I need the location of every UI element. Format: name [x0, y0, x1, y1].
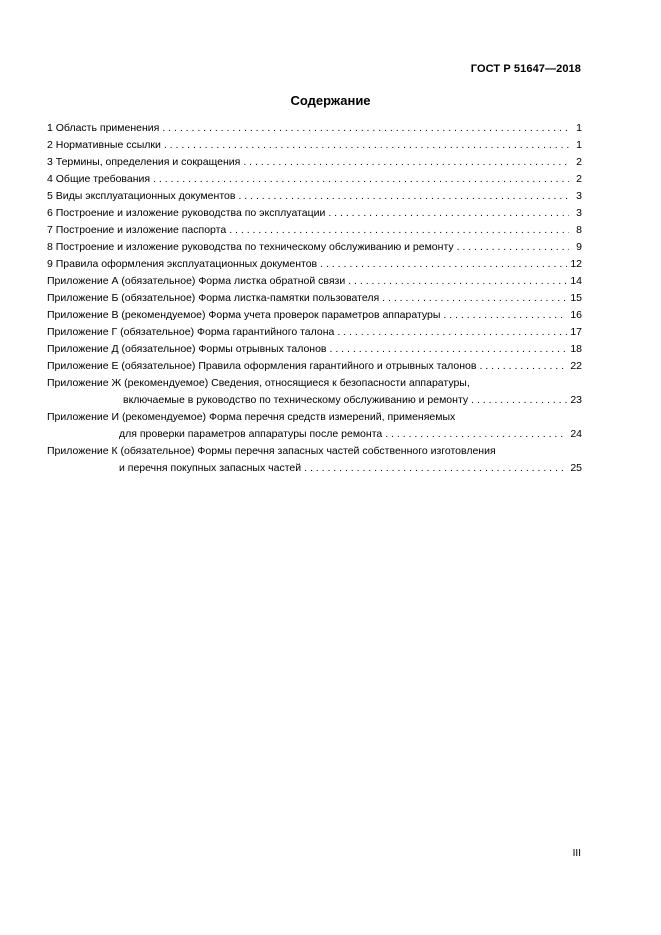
toc-entry-page: 22: [570, 360, 582, 372]
toc-entry-page: 3: [576, 190, 582, 202]
toc-leader-dots: [471, 392, 567, 409]
toc-entry-label: 8 Построение и изложение руководства по техническому обслуживанию и ремонту: [47, 241, 454, 253]
toc-leader-dots: [479, 358, 567, 375]
toc-leader-dots: [330, 341, 568, 358]
toc-entry[interactable]: [47, 188, 582, 205]
toc-entry-page: 9: [576, 241, 582, 253]
toc-entry[interactable]: [47, 409, 582, 443]
toc-entry-page: 2: [576, 173, 582, 185]
toc-entry-page: 14: [570, 275, 582, 287]
toc-entry-page: 2: [576, 156, 582, 168]
toc-leader-dots: [382, 290, 567, 307]
toc-entry-label: Приложение В (рекомендуемое) Форма учета проверок параметров аппаратуры: [47, 309, 441, 321]
toc-entry-label: 4 Общие требования: [47, 173, 151, 185]
toc-entry[interactable]: [47, 358, 582, 375]
toc-entry[interactable]: [47, 324, 582, 341]
toc-entry-label-line1: Приложение Ж (рекомендуемое) Сведения, относящиеся к безопасности аппаратуры,: [47, 377, 470, 389]
toc-entry-label: Приложение Д (обязательное) Формы отрывных талонов: [47, 343, 327, 355]
toc-entry-page: 25: [570, 462, 582, 474]
toc-entry-label: 9 Правила оформления эксплуатационных документов: [47, 258, 318, 270]
toc-entry-label: Приложение Б (обязательное) Форма листка-памятки пользователя: [47, 292, 380, 304]
toc-entry[interactable]: [47, 307, 582, 324]
toc-entry-page: 23: [570, 394, 582, 406]
toc-entry[interactable]: [47, 120, 582, 137]
document-code: ГОСТ Р 51647—2018: [470, 63, 581, 75]
toc-title: Содержание: [290, 93, 371, 108]
toc-entry-label: 2 Нормативные ссылки: [47, 139, 161, 151]
toc-entry-page: 8: [576, 224, 582, 236]
toc-entry-page: 18: [570, 343, 582, 355]
toc-leader-dots: [348, 273, 567, 290]
toc-entry[interactable]: [47, 239, 582, 256]
toc-entry-label: 3 Термины, определения и сокращения: [47, 156, 241, 168]
toc-entry-label: Приложение Г (обязательное) Форма гарантийного талона: [47, 326, 335, 338]
toc-leader-dots: [238, 188, 569, 205]
toc-entry[interactable]: [47, 273, 582, 290]
toc-entry-label: и перечня покупных запасных частей: [119, 462, 302, 474]
toc-entry[interactable]: [47, 443, 582, 477]
toc-entry-label: Приложение А (обязательное) Форма листка обратной связи: [47, 275, 346, 287]
toc-entry-label: 1 Область применения: [47, 122, 160, 134]
toc-leader-dots: [164, 137, 569, 154]
toc-entry[interactable]: [47, 290, 582, 307]
toc-entry-label: 7 Построение и изложение паспорта: [47, 224, 227, 236]
page-number: III: [572, 848, 581, 859]
toc-entry[interactable]: [47, 256, 582, 273]
toc-leader-dots: [243, 154, 569, 171]
toc-entry[interactable]: [47, 222, 582, 239]
toc-entry[interactable]: [47, 154, 582, 171]
toc-leader-dots: [229, 222, 569, 239]
toc-entry-page: 17: [570, 326, 582, 338]
toc-entry[interactable]: [47, 375, 582, 409]
toc-entry-page: 3: [576, 207, 582, 219]
toc-entry-page: 15: [570, 292, 582, 304]
toc-entry[interactable]: [47, 137, 582, 154]
toc-entry-page: 1: [576, 122, 582, 134]
toc-leader-dots: [457, 239, 569, 256]
toc-entry-label: Приложение Е (обязательное) Правила оформления гарантийного и отрывных талонов: [47, 360, 477, 372]
toc-entry-label: 5 Виды эксплуатационных документов: [47, 190, 236, 202]
toc-leader-dots: [385, 426, 567, 443]
toc-leader-dots: [153, 171, 569, 188]
toc-entry[interactable]: [47, 171, 582, 188]
toc-leader-dots: [328, 205, 569, 222]
toc-entry-page: 16: [570, 309, 582, 321]
toc-leader-dots: [162, 120, 569, 137]
toc-leader-dots: [320, 256, 567, 273]
toc-leader-dots: [443, 307, 567, 324]
toc-entry-label-line1: Приложение К (обязательное) Формы перечня запасных частей собственного изготовления: [47, 445, 496, 457]
toc-entry-page: 24: [570, 428, 582, 440]
toc-leader-dots: [337, 324, 567, 341]
toc-entry-label: 6 Построение и изложение руководства по эксплуатации: [47, 207, 326, 219]
toc-entry[interactable]: [47, 205, 582, 222]
toc-entry-label-line1: Приложение И (рекомендуемое) Форма перечня средств измерений, применяемых: [47, 411, 456, 423]
table-of-contents: [47, 120, 582, 477]
toc-entry-page: 12: [570, 258, 582, 270]
toc-entry-page: 1: [576, 139, 582, 151]
toc-leader-dots: [304, 460, 567, 477]
toc-entry-label: для проверки параметров аппаратуры после ремонта: [119, 428, 383, 440]
toc-entry-label: включаемые в руководство по техническому обслуживанию и ремонту: [123, 394, 469, 406]
toc-entry[interactable]: [47, 341, 582, 358]
